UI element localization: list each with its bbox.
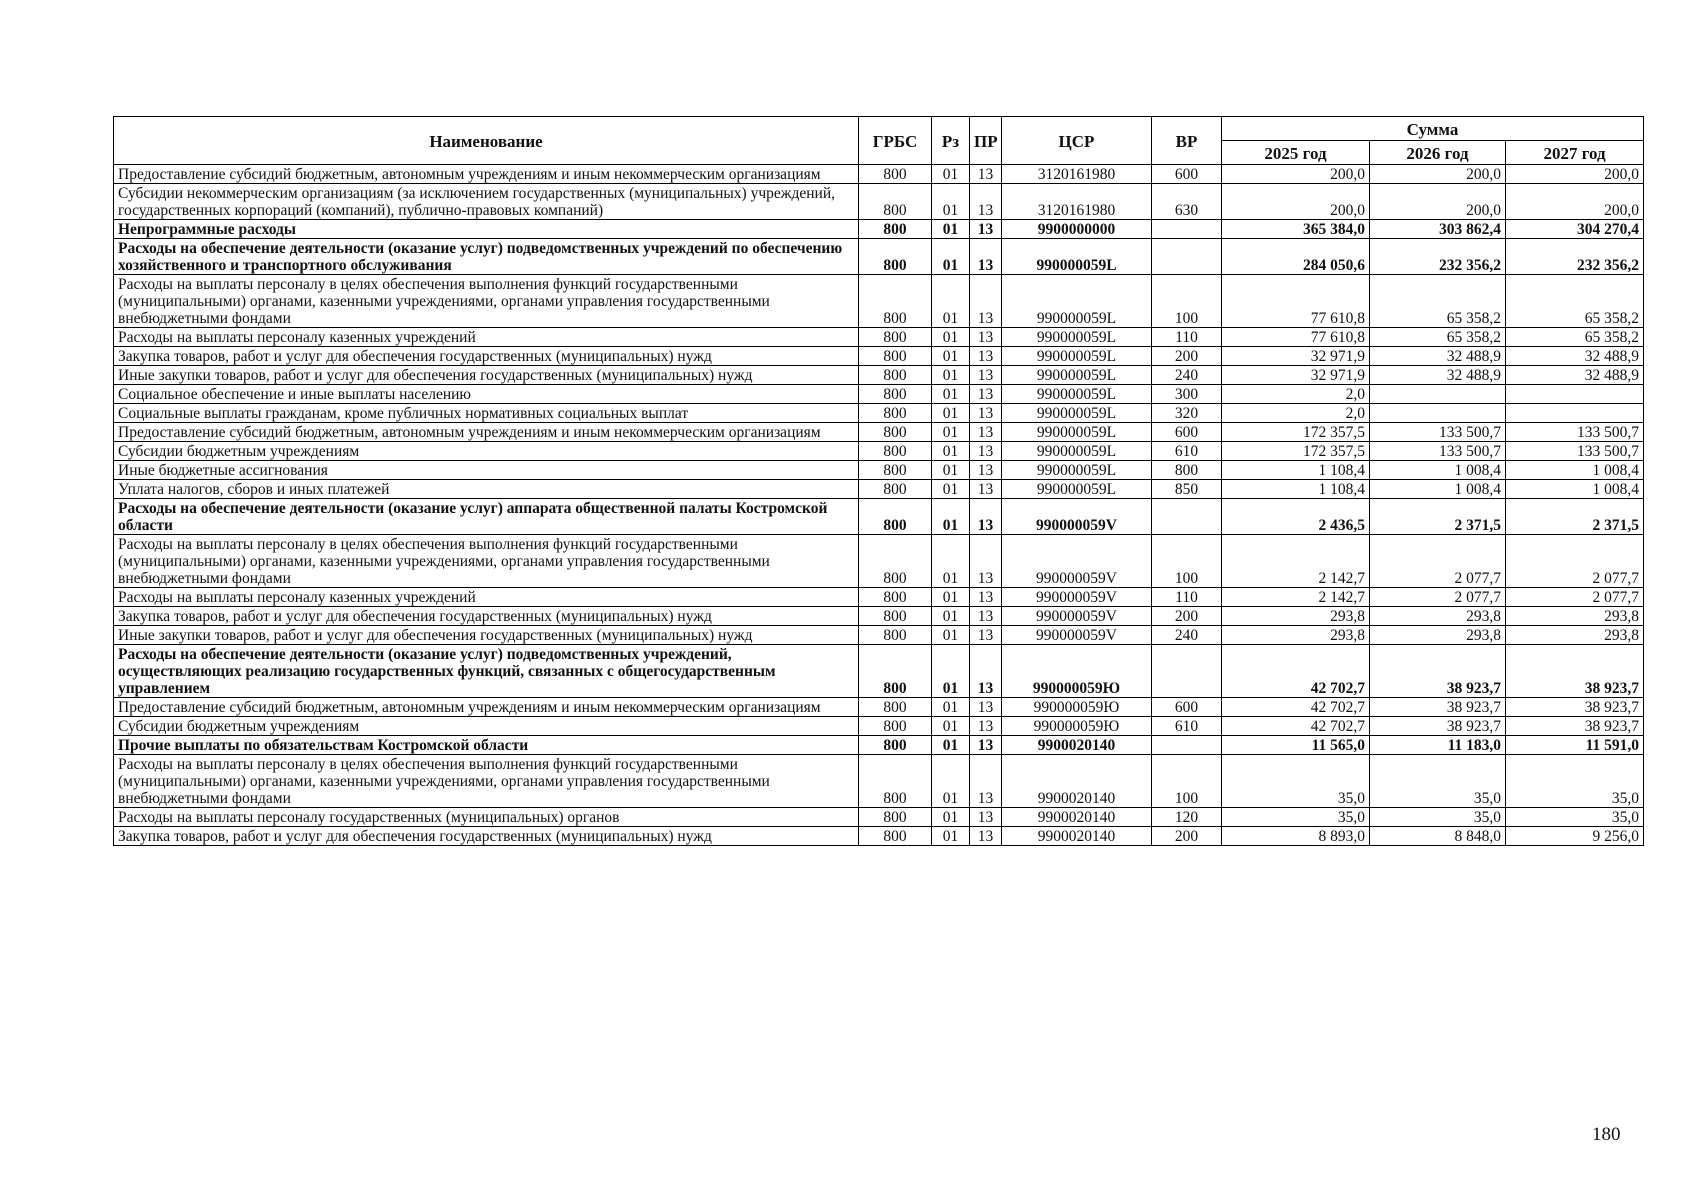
- cell-vr: 100: [1152, 535, 1222, 588]
- table-row-bold: [114, 220, 1644, 239]
- header-year-2026: 2026 год: [1370, 141, 1506, 165]
- cell-rz: 01: [932, 717, 970, 736]
- cell-2026: 1 008,4: [1370, 480, 1506, 499]
- cell-rz: 01: [932, 184, 970, 220]
- cell-csr: 9900020140: [1002, 827, 1152, 846]
- table-row: [114, 461, 1644, 480]
- cell-grbs: 800: [859, 184, 932, 220]
- cell-pr: 13: [970, 480, 1002, 499]
- cell-2027: [1506, 385, 1644, 404]
- cell-vr: [1152, 645, 1222, 698]
- cell-2025: 293,8: [1222, 607, 1370, 626]
- cell-vr: 610: [1152, 717, 1222, 736]
- cell-csr: 9900000000: [1002, 220, 1152, 239]
- cell-name: Расходы на обеспечение деятельности (оказание услуг) подведомственных учреждений по обеспечению хозяйственного и транспортного обслуживания: [114, 239, 859, 275]
- cell-csr: 990000059Ю: [1002, 717, 1152, 736]
- cell-csr: 990000059L: [1002, 480, 1152, 499]
- cell-2025: 200,0: [1222, 184, 1370, 220]
- header-grbs: ГРБС: [859, 117, 932, 165]
- cell-2025: 1 108,4: [1222, 480, 1370, 499]
- cell-name: Уплата налогов, сборов и иных платежей: [114, 480, 859, 499]
- cell-2027: 133 500,7: [1506, 423, 1644, 442]
- cell-name: Расходы на обеспечение деятельности (оказание услуг) аппарата общественной палаты Костромской области: [114, 499, 859, 535]
- cell-rz: 01: [932, 827, 970, 846]
- cell-2025: 2 142,7: [1222, 588, 1370, 607]
- cell-2027: 35,0: [1506, 808, 1644, 827]
- cell-vr: [1152, 220, 1222, 239]
- cell-grbs: 800: [859, 328, 932, 347]
- cell-2025: 35,0: [1222, 755, 1370, 808]
- table-row-bold: [114, 645, 1644, 698]
- cell-grbs: 800: [859, 385, 932, 404]
- cell-rz: 01: [932, 366, 970, 385]
- cell-2026: 65 358,2: [1370, 328, 1506, 347]
- budget-table: [113, 116, 1644, 846]
- cell-pr: 13: [970, 347, 1002, 366]
- cell-2025: 42 702,7: [1222, 717, 1370, 736]
- table-row: [114, 404, 1644, 423]
- cell-grbs: 800: [859, 165, 932, 184]
- cell-2027: 35,0: [1506, 755, 1644, 808]
- cell-rz: 01: [932, 499, 970, 535]
- cell-name: Субсидии бюджетным учреждениям: [114, 442, 859, 461]
- cell-csr: 990000059L: [1002, 423, 1152, 442]
- cell-grbs: 800: [859, 239, 932, 275]
- cell-2025: 172 357,5: [1222, 423, 1370, 442]
- cell-2027: 11 591,0: [1506, 736, 1644, 755]
- cell-grbs: 800: [859, 808, 932, 827]
- cell-name: Предоставление субсидий бюджетным, автономным учреждениям и иным некоммерческим организациям: [114, 423, 859, 442]
- cell-csr: 990000059V: [1002, 607, 1152, 626]
- table-row: [114, 423, 1644, 442]
- header-rz: Рз: [932, 117, 970, 165]
- cell-rz: 01: [932, 626, 970, 645]
- cell-2025: 2 436,5: [1222, 499, 1370, 535]
- cell-2026: 38 923,7: [1370, 717, 1506, 736]
- cell-grbs: 800: [859, 626, 932, 645]
- cell-csr: 990000059V: [1002, 588, 1152, 607]
- cell-csr: 990000059L: [1002, 385, 1152, 404]
- cell-2026: 32 488,9: [1370, 366, 1506, 385]
- cell-vr: 100: [1152, 755, 1222, 808]
- cell-name: Расходы на выплаты персоналу казенных учреждений: [114, 328, 859, 347]
- cell-vr: 320: [1152, 404, 1222, 423]
- table-row-bold: [114, 239, 1644, 275]
- cell-2025: 365 384,0: [1222, 220, 1370, 239]
- table-row: [114, 607, 1644, 626]
- cell-2025: 293,8: [1222, 626, 1370, 645]
- page-number: 180: [1592, 1124, 1621, 1145]
- cell-name: Социальное обеспечение и иные выплаты населению: [114, 385, 859, 404]
- cell-rz: 01: [932, 385, 970, 404]
- table-row: [114, 480, 1644, 499]
- cell-csr: 990000059L: [1002, 275, 1152, 328]
- cell-pr: 13: [970, 535, 1002, 588]
- cell-2026: 1 008,4: [1370, 461, 1506, 480]
- cell-2025: 42 702,7: [1222, 645, 1370, 698]
- cell-2026: 35,0: [1370, 755, 1506, 808]
- cell-2025: 35,0: [1222, 808, 1370, 827]
- cell-csr: 9900020140: [1002, 736, 1152, 755]
- cell-pr: 13: [970, 442, 1002, 461]
- cell-grbs: 800: [859, 404, 932, 423]
- cell-vr: 110: [1152, 588, 1222, 607]
- cell-vr: 610: [1152, 442, 1222, 461]
- cell-2026: 133 500,7: [1370, 442, 1506, 461]
- cell-grbs: 800: [859, 698, 932, 717]
- cell-2026: 293,8: [1370, 607, 1506, 626]
- cell-pr: 13: [970, 808, 1002, 827]
- cell-vr: 200: [1152, 607, 1222, 626]
- cell-grbs: 800: [859, 480, 932, 499]
- cell-2026: 32 488,9: [1370, 347, 1506, 366]
- table-row: [114, 442, 1644, 461]
- cell-vr: 240: [1152, 366, 1222, 385]
- table-row: [114, 717, 1644, 736]
- cell-name: Иные закупки товаров, работ и услуг для обеспечения государственных (муниципальных) нужд: [114, 626, 859, 645]
- cell-rz: 01: [932, 698, 970, 717]
- cell-rz: 01: [932, 736, 970, 755]
- cell-2026: 2 077,7: [1370, 535, 1506, 588]
- cell-vr: 240: [1152, 626, 1222, 645]
- header-name: Наименование: [114, 117, 859, 165]
- cell-name: Расходы на выплаты персоналу государственных (муниципальных) органов: [114, 808, 859, 827]
- cell-2026: 11 183,0: [1370, 736, 1506, 755]
- cell-csr: 3120161980: [1002, 165, 1152, 184]
- cell-csr: 990000059L: [1002, 442, 1152, 461]
- cell-2025: 8 893,0: [1222, 827, 1370, 846]
- cell-name: Иные бюджетные ассигнования: [114, 461, 859, 480]
- cell-name: Прочие выплаты по обязательствам Костромской области: [114, 736, 859, 755]
- cell-csr: 990000059V: [1002, 626, 1152, 645]
- cell-pr: 13: [970, 461, 1002, 480]
- cell-2025: 42 702,7: [1222, 698, 1370, 717]
- cell-rz: 01: [932, 535, 970, 588]
- cell-grbs: 800: [859, 736, 932, 755]
- cell-pr: 13: [970, 736, 1002, 755]
- cell-2025: 200,0: [1222, 165, 1370, 184]
- cell-grbs: 800: [859, 442, 932, 461]
- cell-pr: 13: [970, 827, 1002, 846]
- cell-grbs: 800: [859, 717, 932, 736]
- cell-2027: 2 077,7: [1506, 535, 1644, 588]
- cell-pr: 13: [970, 499, 1002, 535]
- cell-2027: 65 358,2: [1506, 328, 1644, 347]
- cell-rz: 01: [932, 461, 970, 480]
- cell-grbs: 800: [859, 499, 932, 535]
- cell-pr: 13: [970, 755, 1002, 808]
- cell-2026: [1370, 385, 1506, 404]
- cell-2025: 172 357,5: [1222, 442, 1370, 461]
- cell-csr: 990000059V: [1002, 535, 1152, 588]
- cell-vr: [1152, 499, 1222, 535]
- cell-rz: 01: [932, 442, 970, 461]
- cell-2026: 38 923,7: [1370, 645, 1506, 698]
- cell-csr: 990000059L: [1002, 404, 1152, 423]
- cell-2025: 32 971,9: [1222, 347, 1370, 366]
- cell-name: Иные закупки товаров, работ и услуг для обеспечения государственных (муниципальных) нужд: [114, 366, 859, 385]
- cell-vr: 600: [1152, 165, 1222, 184]
- cell-pr: 13: [970, 184, 1002, 220]
- cell-pr: 13: [970, 165, 1002, 184]
- cell-csr: 9900020140: [1002, 755, 1152, 808]
- cell-2027: [1506, 404, 1644, 423]
- header-year-2025: 2025 год: [1222, 141, 1370, 165]
- cell-rz: 01: [932, 808, 970, 827]
- cell-2026: 232 356,2: [1370, 239, 1506, 275]
- cell-rz: 01: [932, 328, 970, 347]
- cell-grbs: 800: [859, 423, 932, 442]
- cell-pr: 13: [970, 385, 1002, 404]
- cell-2026: 200,0: [1370, 184, 1506, 220]
- cell-rz: 01: [932, 423, 970, 442]
- cell-vr: 100: [1152, 275, 1222, 328]
- table-row: [114, 808, 1644, 827]
- cell-pr: 13: [970, 717, 1002, 736]
- table-row: [114, 347, 1644, 366]
- cell-name: Закупка товаров, работ и услуг для обеспечения государственных (муниципальных) нужд: [114, 347, 859, 366]
- cell-2027: 32 488,9: [1506, 366, 1644, 385]
- cell-vr: 300: [1152, 385, 1222, 404]
- cell-name: Закупка товаров, работ и услуг для обеспечения государственных (муниципальных) нужд: [114, 607, 859, 626]
- cell-2027: 232 356,2: [1506, 239, 1644, 275]
- cell-2025: 77 610,8: [1222, 328, 1370, 347]
- cell-vr: 600: [1152, 698, 1222, 717]
- cell-pr: 13: [970, 239, 1002, 275]
- cell-2027: 38 923,7: [1506, 698, 1644, 717]
- cell-2027: 2 371,5: [1506, 499, 1644, 535]
- cell-pr: 13: [970, 275, 1002, 328]
- table-row: [114, 535, 1644, 588]
- cell-grbs: 800: [859, 827, 932, 846]
- table-row-bold: [114, 499, 1644, 535]
- header-vr: ВР: [1152, 117, 1222, 165]
- table-row: [114, 827, 1644, 846]
- table-row: [114, 328, 1644, 347]
- cell-2027: 65 358,2: [1506, 275, 1644, 328]
- cell-grbs: 800: [859, 645, 932, 698]
- cell-name: Субсидии некоммерческим организациям (за исключением государственных (муниципальных) учреждений, государственных корпораций (компаний), публично-правовых компаний): [114, 184, 859, 220]
- cell-rz: 01: [932, 239, 970, 275]
- cell-2026: 35,0: [1370, 808, 1506, 827]
- cell-2025: 11 565,0: [1222, 736, 1370, 755]
- cell-rz: 01: [932, 165, 970, 184]
- cell-name: Предоставление субсидий бюджетным, автономным учреждениям и иным некоммерческим организациям: [114, 698, 859, 717]
- cell-csr: 990000059L: [1002, 328, 1152, 347]
- cell-pr: 13: [970, 366, 1002, 385]
- cell-vr: [1152, 736, 1222, 755]
- cell-name: Закупка товаров, работ и услуг для обеспечения государственных (муниципальных) нужд: [114, 827, 859, 846]
- table-row: [114, 275, 1644, 328]
- cell-rz: 01: [932, 588, 970, 607]
- cell-2027: 133 500,7: [1506, 442, 1644, 461]
- cell-2025: 1 108,4: [1222, 461, 1370, 480]
- cell-vr: 200: [1152, 347, 1222, 366]
- cell-name: Расходы на выплаты персоналу казенных учреждений: [114, 588, 859, 607]
- cell-2027: 304 270,4: [1506, 220, 1644, 239]
- cell-rz: 01: [932, 480, 970, 499]
- cell-vr: [1152, 239, 1222, 275]
- cell-2027: 2 077,7: [1506, 588, 1644, 607]
- table-row: [114, 366, 1644, 385]
- cell-pr: 13: [970, 626, 1002, 645]
- cell-rz: 01: [932, 347, 970, 366]
- cell-2026: 2 077,7: [1370, 588, 1506, 607]
- cell-2027: 9 256,0: [1506, 827, 1644, 846]
- cell-2026: 200,0: [1370, 165, 1506, 184]
- cell-2025: 2,0: [1222, 385, 1370, 404]
- cell-2025: 2 142,7: [1222, 535, 1370, 588]
- cell-pr: 13: [970, 645, 1002, 698]
- cell-pr: 13: [970, 607, 1002, 626]
- cell-rz: 01: [932, 645, 970, 698]
- cell-name: Расходы на обеспечение деятельности (оказание услуг) подведомственных учреждений, осуществляющих реализацию государственных функций, связанных с общегосударственным управлением: [114, 645, 859, 698]
- table-row: [114, 184, 1644, 220]
- table-row: [114, 385, 1644, 404]
- cell-2025: 284 050,6: [1222, 239, 1370, 275]
- cell-pr: 13: [970, 404, 1002, 423]
- cell-grbs: 800: [859, 347, 932, 366]
- cell-name: Расходы на выплаты персоналу в целях обеспечения выполнения функций государственными (муниципальными) органами, казенными учреждениями, органами управления государственными внебюджетными фондами: [114, 535, 859, 588]
- cell-name: Предоставление субсидий бюджетным, автономным учреждениям и иным некоммерческим организациям: [114, 165, 859, 184]
- header-csr: ЦСР: [1002, 117, 1152, 165]
- cell-grbs: 800: [859, 366, 932, 385]
- cell-vr: 120: [1152, 808, 1222, 827]
- cell-csr: 990000059V: [1002, 499, 1152, 535]
- cell-2027: 200,0: [1506, 165, 1644, 184]
- cell-vr: 110: [1152, 328, 1222, 347]
- cell-grbs: 800: [859, 220, 932, 239]
- cell-csr: 990000059L: [1002, 347, 1152, 366]
- table-row: [114, 626, 1644, 645]
- cell-name: Социальные выплаты гражданам, кроме публичных нормативных социальных выплат: [114, 404, 859, 423]
- cell-grbs: 800: [859, 607, 932, 626]
- cell-csr: 990000059L: [1002, 461, 1152, 480]
- cell-2026: 65 358,2: [1370, 275, 1506, 328]
- cell-2026: 2 371,5: [1370, 499, 1506, 535]
- cell-pr: 13: [970, 698, 1002, 717]
- cell-pr: 13: [970, 220, 1002, 239]
- table-row: [114, 588, 1644, 607]
- table-row: [114, 165, 1644, 184]
- cell-2025: 32 971,9: [1222, 366, 1370, 385]
- cell-2026: 8 848,0: [1370, 827, 1506, 846]
- cell-rz: 01: [932, 607, 970, 626]
- cell-csr: 990000059Ю: [1002, 645, 1152, 698]
- table-row: [114, 698, 1644, 717]
- header-year-2027: 2027 год: [1506, 141, 1644, 165]
- cell-csr: 990000059L: [1002, 239, 1152, 275]
- cell-pr: 13: [970, 423, 1002, 442]
- cell-vr: 200: [1152, 827, 1222, 846]
- cell-2025: 2,0: [1222, 404, 1370, 423]
- cell-2026: 293,8: [1370, 626, 1506, 645]
- cell-2026: 38 923,7: [1370, 698, 1506, 717]
- cell-pr: 13: [970, 328, 1002, 347]
- cell-2027: 293,8: [1506, 607, 1644, 626]
- cell-rz: 01: [932, 275, 970, 328]
- cell-rz: 01: [932, 404, 970, 423]
- cell-name: Непрограммные расходы: [114, 220, 859, 239]
- cell-2026: [1370, 404, 1506, 423]
- cell-vr: 630: [1152, 184, 1222, 220]
- cell-2026: 133 500,7: [1370, 423, 1506, 442]
- table-row-bold: [114, 736, 1644, 755]
- cell-rz: 01: [932, 220, 970, 239]
- cell-2027: 1 008,4: [1506, 480, 1644, 499]
- cell-grbs: 800: [859, 461, 932, 480]
- cell-csr: 9900020140: [1002, 808, 1152, 827]
- cell-grbs: 800: [859, 755, 932, 808]
- header-pr: ПР: [970, 117, 1002, 165]
- table-body: [114, 165, 1644, 846]
- cell-csr: 3120161980: [1002, 184, 1152, 220]
- cell-csr: 990000059L: [1002, 366, 1152, 385]
- cell-2027: 38 923,7: [1506, 645, 1644, 698]
- table-row: [114, 755, 1644, 808]
- cell-2027: 38 923,7: [1506, 717, 1644, 736]
- cell-2026: 303 862,4: [1370, 220, 1506, 239]
- cell-rz: 01: [932, 755, 970, 808]
- cell-name: Расходы на выплаты персоналу в целях обеспечения выполнения функций государственными (муниципальными) органами, казенными учреждениями, органами управления государственными внебюджетными фондами: [114, 275, 859, 328]
- cell-csr: 990000059Ю: [1002, 698, 1152, 717]
- cell-2027: 1 008,4: [1506, 461, 1644, 480]
- cell-vr: 850: [1152, 480, 1222, 499]
- cell-vr: 600: [1152, 423, 1222, 442]
- cell-grbs: 800: [859, 588, 932, 607]
- cell-2027: 32 488,9: [1506, 347, 1644, 366]
- cell-2027: 200,0: [1506, 184, 1644, 220]
- cell-grbs: 800: [859, 275, 932, 328]
- cell-pr: 13: [970, 588, 1002, 607]
- header-sum: Сумма: [1222, 117, 1644, 141]
- cell-vr: 800: [1152, 461, 1222, 480]
- cell-2025: 77 610,8: [1222, 275, 1370, 328]
- cell-grbs: 800: [859, 535, 932, 588]
- cell-name: Субсидии бюджетным учреждениям: [114, 717, 859, 736]
- cell-name: Расходы на выплаты персоналу в целях обеспечения выполнения функций государственными (муниципальными) органами, казенными учреждениями, органами управления государственными внебюджетными фондами: [114, 755, 859, 808]
- cell-2027: 293,8: [1506, 626, 1644, 645]
